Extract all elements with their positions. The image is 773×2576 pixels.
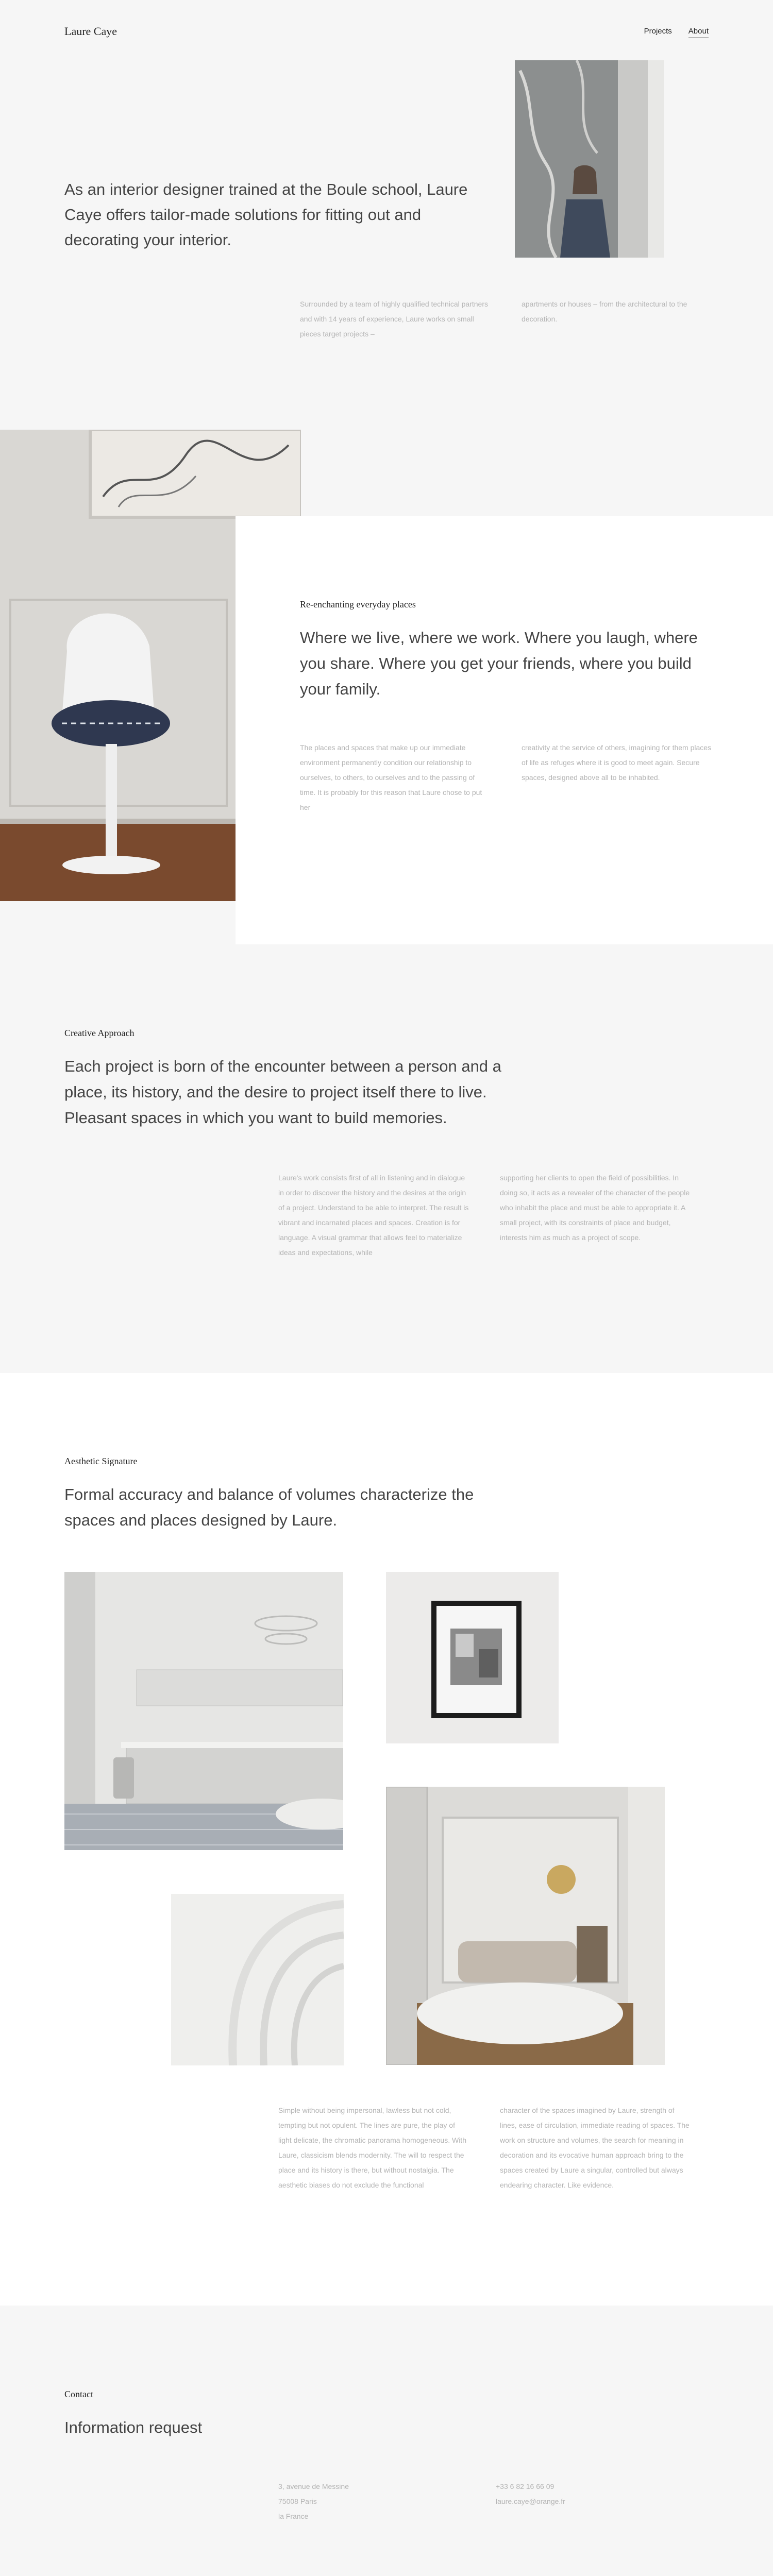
reenchanting-title: Where we live, where we work. Where you laugh, where you share. Where you get your friends, where you build your family. [300,629,698,698]
nav-projects[interactable]: Projects [644,27,672,36]
aesthetic-text-left: Simple without being impersonal, lawless but not cold, tempting but not opulent. The lines are pure, the play of light delicate, the chromatic panorama homogeneous. With Laure, classicism blends modernity. The will to respect the place and its history is there, but without nostalgia. The aesthetic biases do not exclude the functional [278,2106,466,2189]
creative-text-left: Laure's work consists first of all in listening and in dialogue in order to discover the history and the desires at the origin of a project. Understand to be able to interpret. The result is vibrant and incarnated places and spaces. Creation is for language. A visual grammar that allows feel to materialize ideas and expectations, while [278,1174,469,1257]
contact-address-line: 3, avenue de Messine [278,2482,349,2490]
contact-address-line: 75008 Paris [278,2497,317,2505]
aesthetic-label: Aesthetic Signature [64,1456,138,1466]
reenchanting-text-left: The places and spaces that make up our immediate environment permanently condition our relationship to ourselves, to others, to ourselves and to the passing of time. It is probably for this reason that Laure chose to put her [300,743,482,811]
site-logo[interactable]: Laure Caye [64,25,117,38]
living-room-photo [386,1787,665,2065]
contact-title: Information request [64,2418,203,2436]
contact-email[interactable]: laure.caye@orange.fr [496,2497,565,2505]
creative-title: Each project is born of the encounter between a person and a place, its history, and the desire to project itself there to live. Pleasant spaces in which you want to build memories. [64,1057,501,1127]
creative-text-right: supporting her clients to open the field of possibilities. In doing so, it acts as a revealer of the character of the people who inhabit the place and must be able to appropriate it. A small project, with its constraints of place and budget, interests him as much as a project of scope. [500,1174,690,1242]
portrait-photo [515,60,664,258]
creative-label: Creative Approach [64,1028,135,1038]
aesthetic-text [278,2103,691,2193]
nav-about[interactable]: About [688,27,709,38]
reenchanting-text-right: creativity at the service of others, imagining for them places of life as refuges where it is good to meet again. Secure spaces, designed above all to be inhabited. [522,743,712,782]
aesthetic-text-right: character of the spaces imagined by Laure, strength of lines, ease of circulation, immediate reading of spaces. The work on structure and volumes, the search for meaning in decoration and its evocative human approach bring to the spaces created by Laure a singular, controlled but always endearing character. Like evidence. [500,2106,690,2189]
site-header [64,25,709,37]
kitchen-photo [64,1572,343,1850]
contact-phone[interactable]: +33 6 82 16 66 09 [496,2482,554,2490]
main-nav [644,27,709,38]
hero-text-right: apartments or houses – from the architectural to the decoration. [522,300,687,323]
hero-text-left: Surrounded by a team of highly qualified technical partners and with 14 years of experience, Laure works on small pieces target projects – [300,300,488,338]
plaster-detail-photo [171,1894,344,2065]
contact-address-line: la France [278,2512,309,2520]
contact-label: Contact [64,2389,93,2399]
hero-title: As an interior designer trained at the Boule school, Laure Caye offers tailor-made solutions for fitting out and decorating your interior. [64,180,468,249]
framed-photo [386,1572,559,1743]
reenchanting-text [300,740,712,815]
hero-text [300,297,712,342]
contact-details [496,2479,686,2509]
contact-address [278,2479,469,2524]
aesthetic-title: Formal accuracy and balance of volumes characterize the spaces and places designed by Laure. [64,1485,474,1529]
reenchanting-card [236,516,773,944]
creative-text [278,1171,691,1260]
reenchanting-label: Re-enchanting everyday places [300,599,416,609]
